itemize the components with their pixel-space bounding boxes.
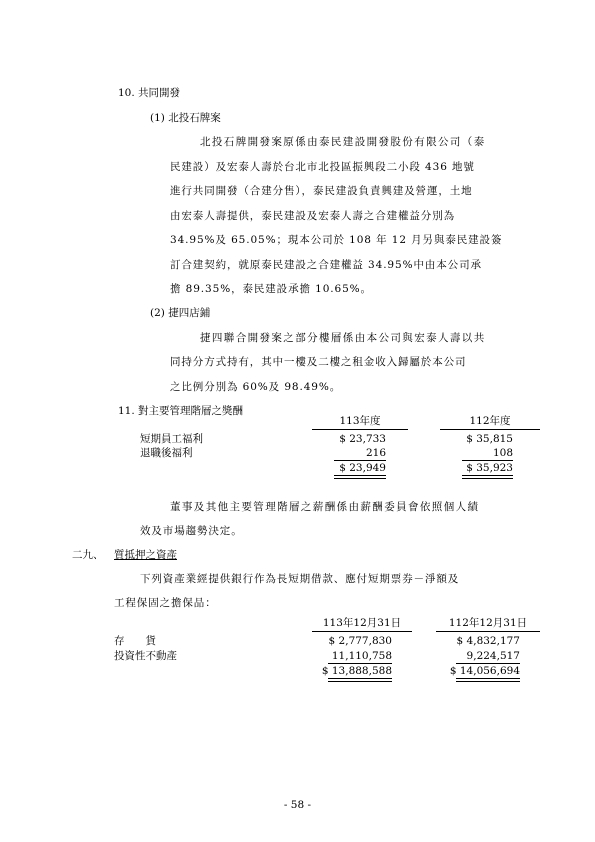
- value-112: 108: [492, 447, 513, 459]
- column-header-113: 113年度: [339, 415, 381, 427]
- header-rule: [312, 429, 408, 430]
- item-1-line: 擔 89.35%，泰民建設承擔 10.65%。: [170, 283, 372, 295]
- value-112: $ 4,832,177: [456, 635, 520, 647]
- item-2-line: 之比例分別為 60%及 98.49%。: [170, 381, 342, 393]
- total-double-rule: [462, 475, 513, 479]
- item-1-line: 訂合建契約，就原泰民建設之合建權益 34.95%中由本公司承: [170, 259, 482, 271]
- row-label: 退職後福利: [140, 447, 193, 459]
- column-header-112: 112年度: [469, 415, 511, 427]
- value-113: 11,110,758: [331, 650, 392, 662]
- page-number: - 58 -: [283, 799, 312, 811]
- header-rule: [440, 429, 540, 430]
- item-2-line: 同持分方式持有，其中一樓及二樓之租金收入歸屬於本公司: [170, 356, 467, 368]
- item-1-heading: (1) 北投石牌案: [150, 112, 221, 124]
- value-113: $ 23,733: [339, 433, 386, 445]
- total-113: $ 23,949: [339, 462, 386, 474]
- item-1-line: 北投石牌開發案原係由泰民建設開發股份有限公司（泰: [200, 136, 486, 148]
- row-label: 投資性不動產: [114, 650, 177, 662]
- section-11-note: 效及市場趨勢決定。: [140, 525, 243, 537]
- column-header-113: 113年12月31日: [322, 617, 402, 629]
- item-1-line: 34.95%及 65.05%；現本公司於 108 年 12 月另與泰民建設簽: [170, 234, 503, 246]
- value-113: $ 2,777,830: [328, 635, 392, 647]
- section-10-title: 10. 共同開發: [118, 87, 181, 99]
- section-11-title: 11. 對主要管理階層之獎酬: [118, 405, 244, 417]
- total-112: $ 35,923: [466, 462, 513, 474]
- header-rule: [436, 631, 540, 632]
- value-112: 9,224,517: [466, 650, 520, 662]
- header-rule: [312, 631, 412, 632]
- item-2-line: 捷四聯合開發案之部分樓層係由本公司與宏泰人壽以共: [200, 332, 486, 344]
- value-112: $ 35,815: [466, 433, 513, 445]
- section-29-prefix: 二九、: [72, 549, 104, 561]
- total-double-rule: [328, 678, 392, 682]
- total-113: $ 13,888,588: [321, 665, 392, 677]
- item-2-heading: (2) 捷四店鋪: [150, 307, 211, 319]
- item-1-line: 進行共同開發（合建分售），泰民建設負責興建及營運，土地: [170, 185, 473, 197]
- column-header-112: 112年12月31日: [448, 617, 528, 629]
- section-29-title: 質抵押之資產: [114, 549, 177, 561]
- row-label: 存 貨: [114, 635, 156, 647]
- item-1-line: 民建設）及宏泰人壽於台北市北投區振興段二小段 436 地號: [170, 161, 475, 173]
- total-double-rule: [456, 678, 520, 682]
- section-11-note: 董事及其他主要管理階層之薪酬係由薪酬委員會依照個人績: [170, 501, 480, 513]
- total-double-rule: [334, 475, 386, 479]
- total-112: $ 14,056,694: [449, 665, 520, 677]
- value-113: 216: [365, 447, 386, 459]
- row-label: 短期員工福利: [140, 433, 203, 445]
- section-29-intro: 下列資產業經提供銀行作為長短期借款、應付短期票券－淨額及: [140, 573, 460, 585]
- item-1-line: 由宏泰人壽提供，泰民建設及宏泰人壽之合建權益分別為: [170, 210, 455, 222]
- section-29-intro: 工程保固之擔保品：: [114, 597, 217, 609]
